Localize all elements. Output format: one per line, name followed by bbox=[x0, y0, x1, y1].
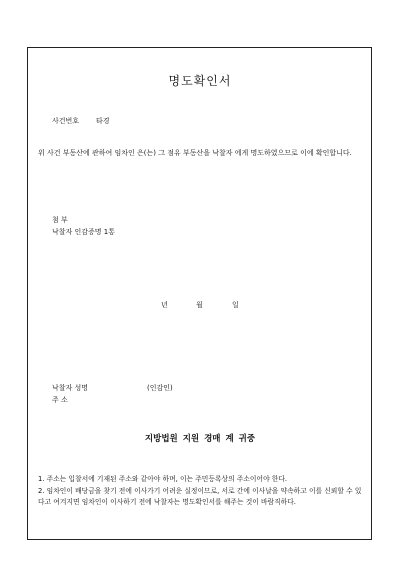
address-label: 주 소 bbox=[52, 396, 68, 404]
date-month-label: 월 bbox=[196, 301, 203, 309]
court-addressee: 지방법원 지원 경매 계 귀중 bbox=[144, 434, 256, 444]
attachment-item: 낙찰자 인감증명 1통 bbox=[52, 228, 115, 236]
case-number-label: 사건번호 bbox=[52, 117, 80, 125]
date-year-label: 년 bbox=[161, 301, 168, 309]
case-type-suffix: 타경 bbox=[96, 117, 110, 125]
confirmation-body: 위 사건 부동산에 관하여 임차인 은(는) 그 점유 부동산을 낙찰자 에게 명도하였으므로 이에 확인합니다. bbox=[38, 149, 352, 157]
seal-label: (인감인) bbox=[147, 384, 173, 392]
note-2: 2. 임차인이 배당금을 찾기 전에 이사가기 어려운 실정이므로, 서로 간에 이사날을 약속하고 이를 신뢰할 수 있다고 여겨지면 임차인이 이사하기 전에 낙찰자는 명도확인서를 해주는 것이 바람직하다. bbox=[38, 487, 362, 506]
attachment-heading: 첨 부 bbox=[52, 216, 68, 224]
note-1: 1. 주소는 입찰서에 기재된 주소와 같아야 하며, 이는 주민등록상의 주소이어야 한다. bbox=[38, 475, 288, 483]
bidder-name-label: 낙찰자 성명 bbox=[52, 384, 89, 392]
document-title: 명도확인서 bbox=[168, 74, 232, 88]
date-day-label: 일 bbox=[232, 301, 239, 309]
